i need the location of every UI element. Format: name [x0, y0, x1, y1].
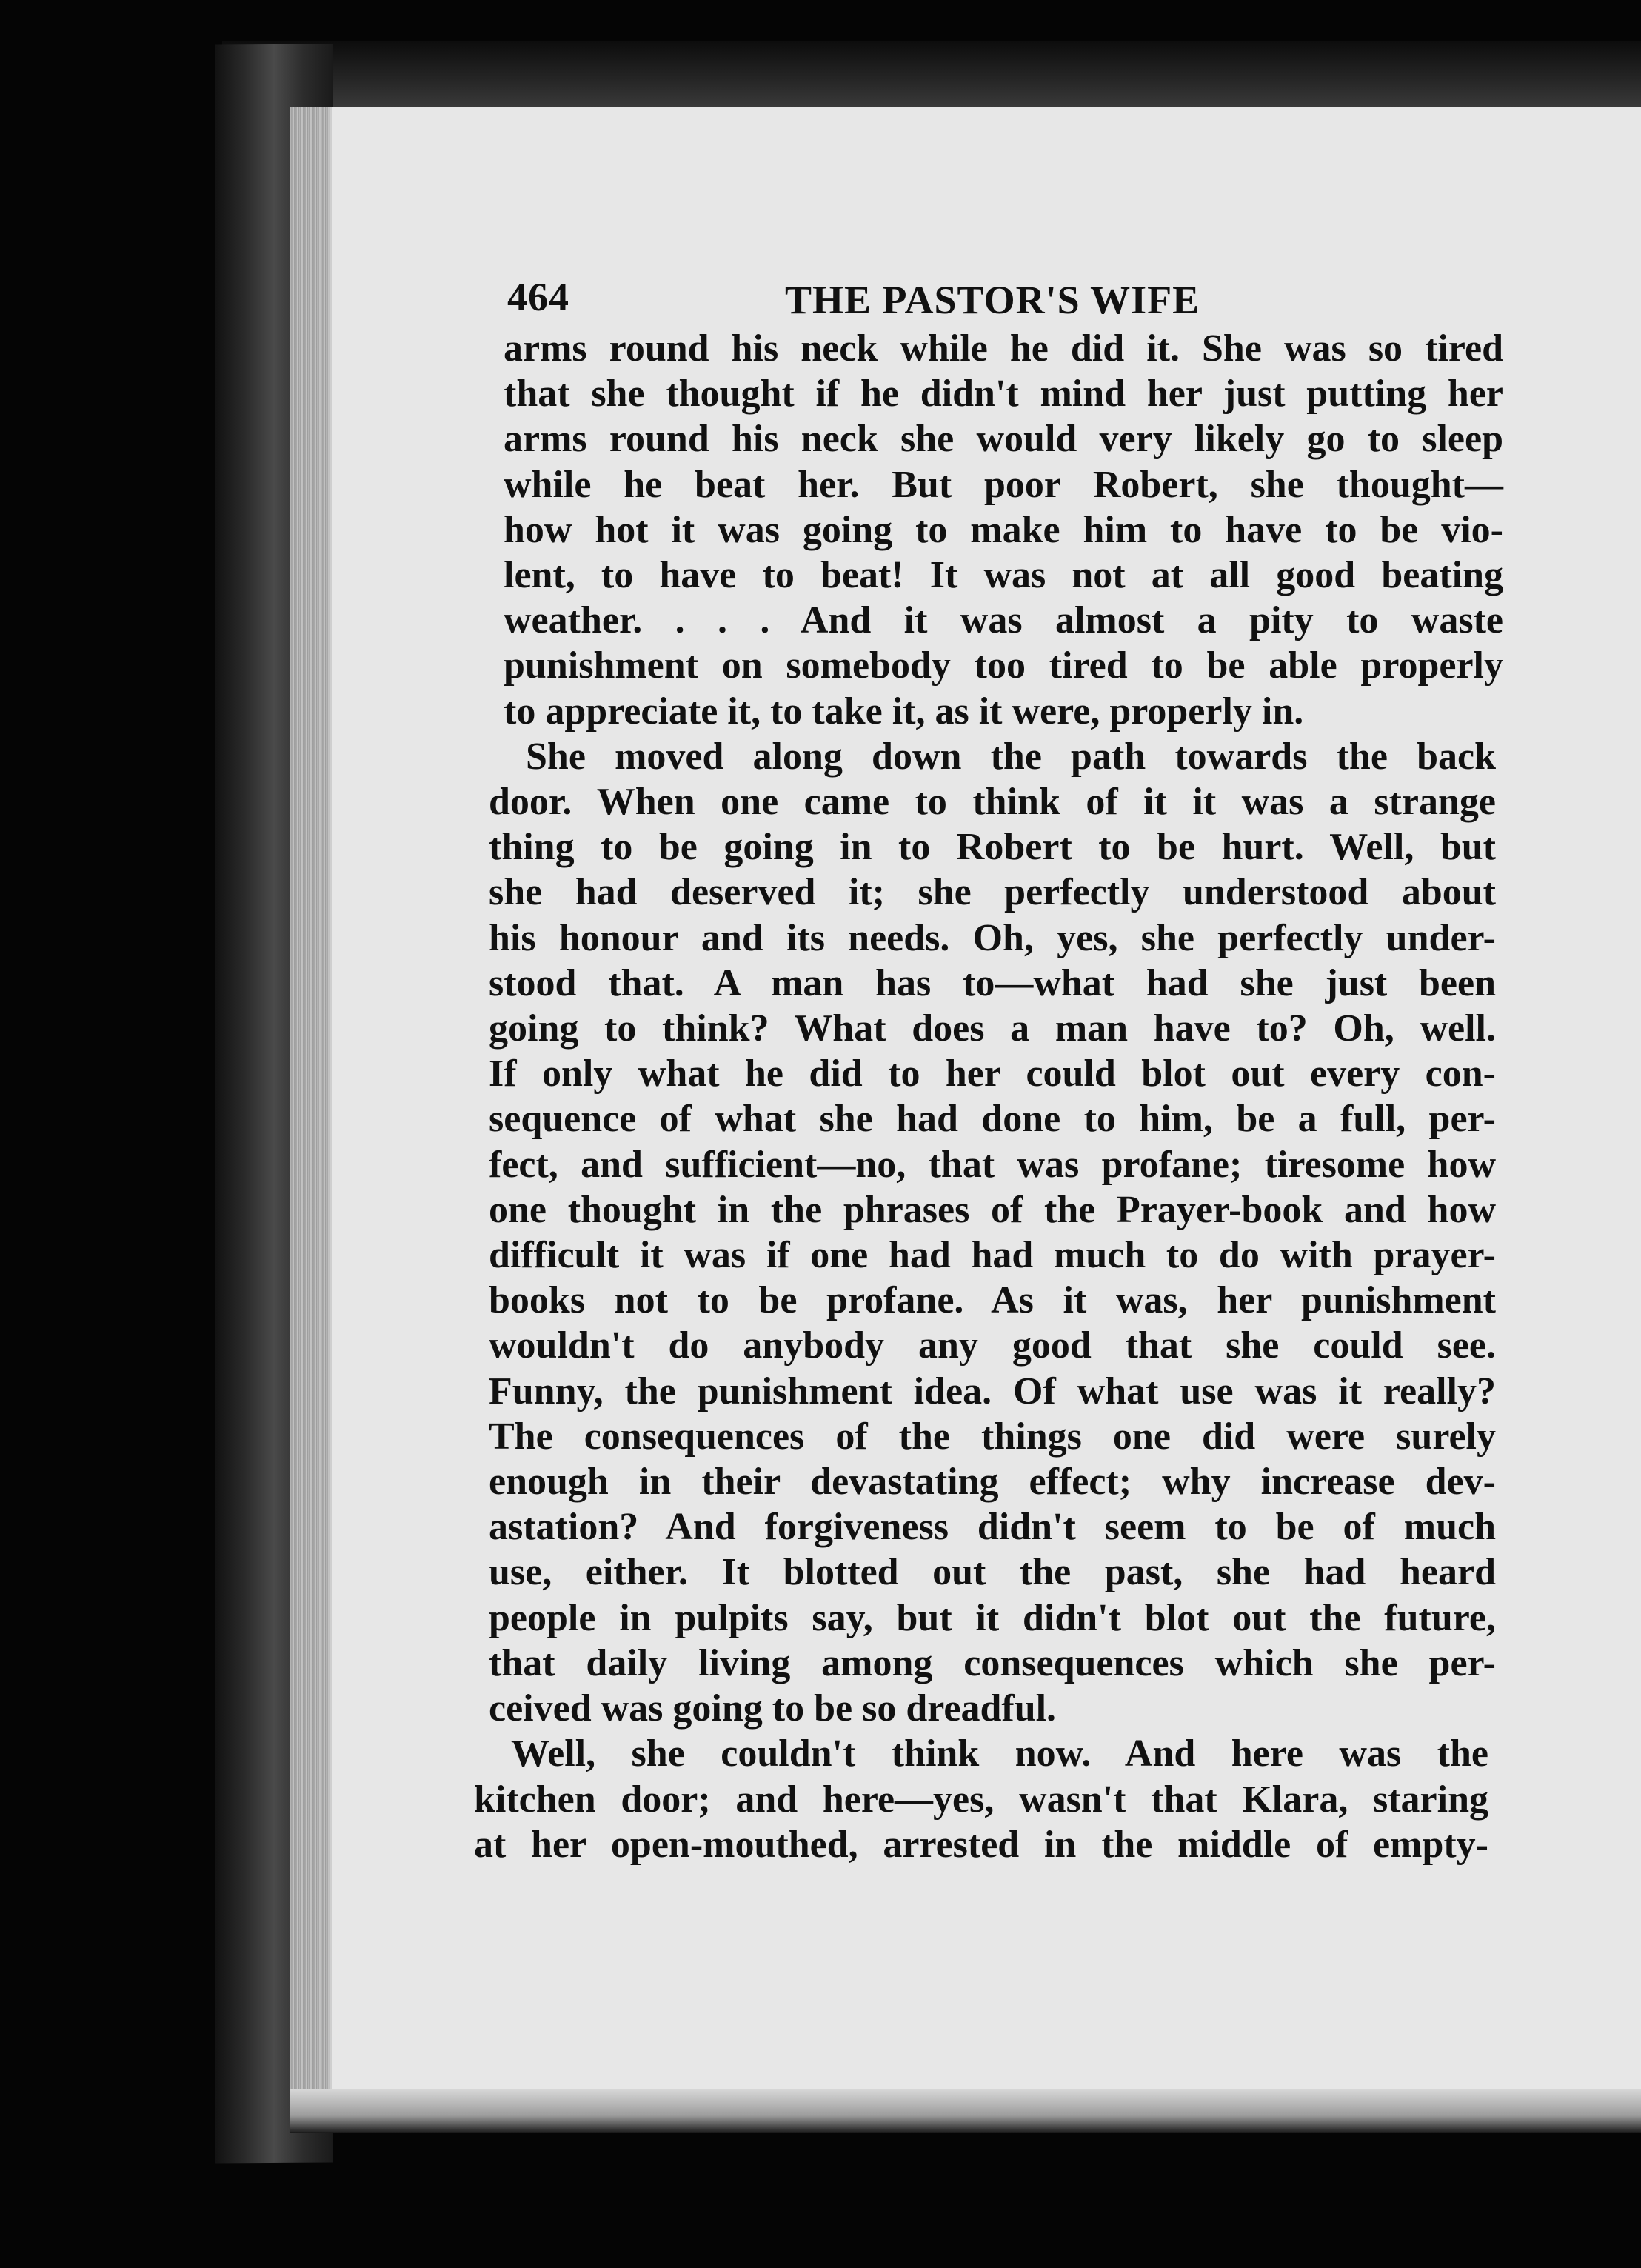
text-line: She moved along down the path towards the back [526, 735, 1496, 778]
page-number: 464 [507, 275, 569, 319]
book-top-edge [222, 41, 1641, 107]
text-line: one thought in the phrases of the Prayer-book and how [489, 1188, 1496, 1231]
text-line: enough in their devastating effect; why increase dev- [489, 1461, 1496, 1504]
text-line: Well, she couldn't think now. And here was the [511, 1732, 1488, 1775]
text-line: door. When one came to think of it it was a strange [489, 781, 1496, 824]
paragraph-3 [474, 1731, 1488, 1867]
text-line: how hot it was going to make him to have to be vio- [504, 508, 1503, 551]
text-line: that daily living among consequences which she per- [489, 1641, 1496, 1684]
text-line: wouldn't do anybody any good that she could see. [489, 1324, 1496, 1367]
text-line: going to think? What does a man have to? Oh, well. [489, 1007, 1496, 1050]
text-line: stood that. A man has to—what had she just been [489, 961, 1496, 1004]
text-line: astation? And forgiveness didn't seem to be of much [489, 1506, 1496, 1549]
text-line: arms round his neck she would very likely go to sleep [504, 418, 1503, 461]
text-line: she had deserved it; she perfectly understood about [489, 871, 1496, 914]
text-line: books not to be profane. As it was, her punishment [489, 1279, 1496, 1322]
running-title: THE PASTOR'S WIFE [785, 278, 1200, 322]
text-line: difficult it was if one had had much to do with prayer- [489, 1234, 1496, 1277]
text-line: arms round his neck while he did it. She was so tired [504, 327, 1503, 370]
text-line: use, either. It blotted out the past, she had heard [489, 1551, 1496, 1594]
text-line: at her open-mouthed, arrested in the middle of empty- [474, 1823, 1488, 1866]
page-stack-edge [290, 107, 335, 2092]
text-line: his honour and its needs. Oh, yes, she perfectly under- [489, 916, 1496, 959]
text-line: to appreciate it, to take it, as it were, properly in. [504, 690, 1304, 733]
paragraph-1 [504, 326, 1503, 734]
text-line: kitchen door; and here—yes, wasn't that Klara, staring [474, 1778, 1488, 1821]
text-line: that she thought if he didn't mind her just putting her [504, 373, 1503, 416]
paragraph-2 [489, 734, 1496, 1731]
text-line: fect, and sufficient—no, that was profane; tiresome how [489, 1143, 1496, 1186]
text-line: people in pulpits say, but it didn't blot out the future, [489, 1596, 1496, 1639]
text-line: lent, to have to beat! It was not at all good beating [504, 554, 1503, 597]
text-line: Funny, the punishment idea. Of what use was it really? [489, 1370, 1496, 1413]
text-line: thing to be going in to Robert to be hurt. Well, but [489, 826, 1496, 869]
text-line: If only what he did to her could blot out every con- [489, 1053, 1496, 1095]
running-head [474, 267, 1503, 326]
text-line: while he beat her. But poor Robert, she thought— [504, 463, 1503, 506]
text-line: ceived was going to be so dreadful. [489, 1687, 1057, 1730]
text-line: sequence of what she had done to him, be a full, per- [489, 1098, 1496, 1141]
text-block [474, 267, 1503, 1867]
text-line: weather. . . . And it was almost a pity to waste [504, 599, 1503, 642]
page-bottom-edge [290, 2089, 1641, 2133]
text-line: punishment on somebody too tired to be able properly [504, 644, 1503, 687]
text-line: The consequences of the things one did were surely [489, 1415, 1496, 1458]
